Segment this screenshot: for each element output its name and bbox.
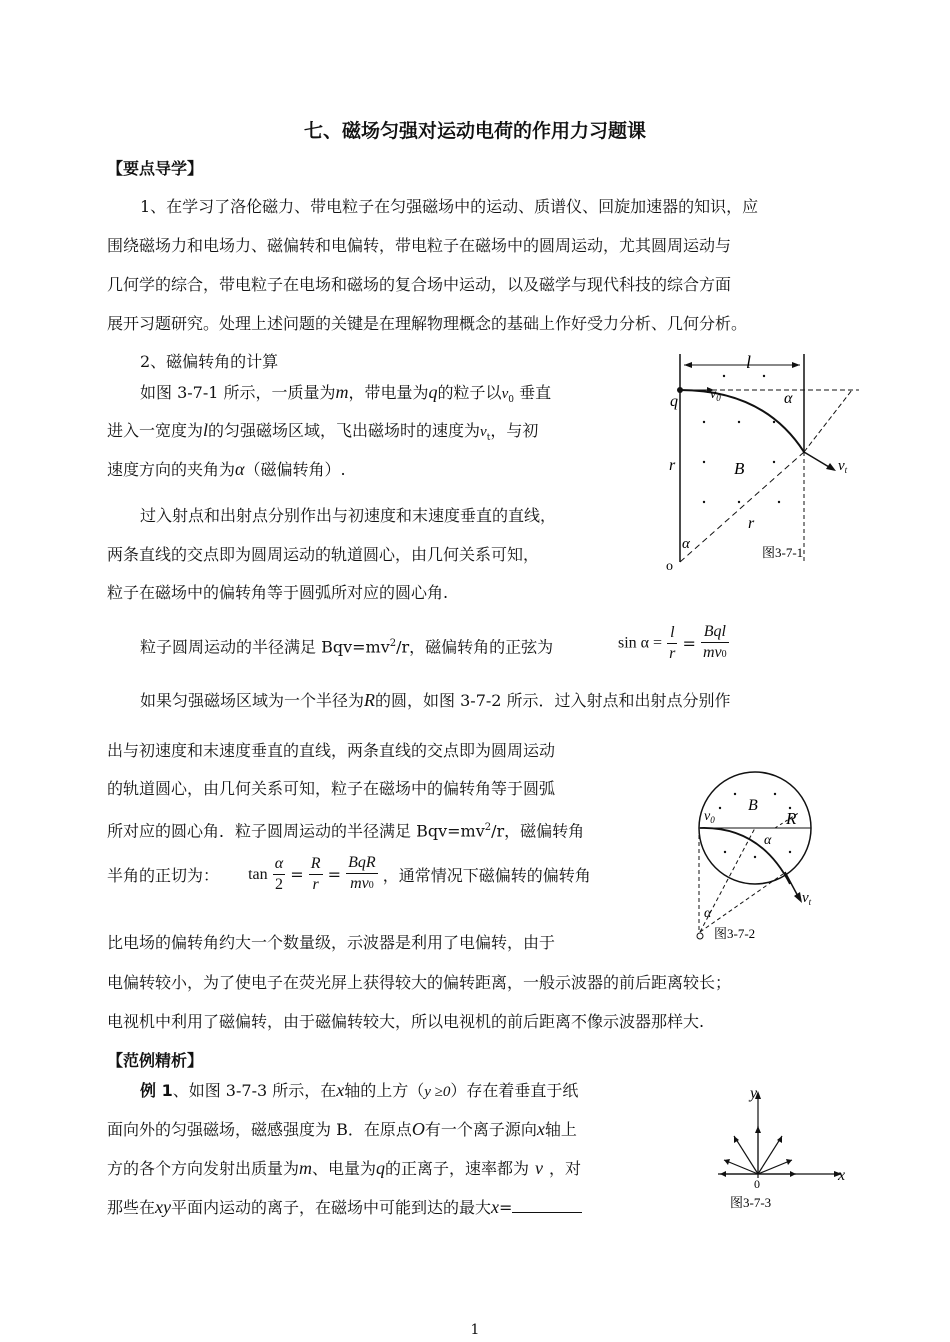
text: 的正离子，速率都为 [385, 1159, 530, 1178]
den-text: mv [703, 644, 722, 661]
velocity-label-v0 [704, 809, 715, 825]
section-heading-key-points: 【要点导学】 [107, 159, 204, 178]
radius-label-left: r [669, 457, 676, 474]
den-sub: 0 [368, 880, 374, 891]
text: 进入一宽度为 [107, 421, 204, 440]
v0-sub: 0 [710, 815, 715, 825]
text: ，与初 [490, 421, 539, 440]
numerator: BqR [346, 853, 378, 874]
paragraph-line [107, 1158, 581, 1179]
symbol-x: x [536, 1119, 545, 1139]
text: 的匀强磁场区域，飞出磁场时的速度为 [208, 421, 481, 440]
paragraph-line: 两条直线的交点即为圆周运动的轨道圆心，由几何关系可知， [107, 545, 540, 564]
paragraph-line: 的轨道圆心，由几何关系可知，粒子在磁场中的偏转角等于圆弧 [107, 779, 556, 798]
paragraph-line [140, 1080, 578, 1102]
subscript: 0 [508, 395, 514, 406]
fraction [273, 854, 285, 895]
angle-label-top: α [764, 833, 772, 848]
width-label-l: l [746, 352, 752, 372]
symbol-alpha: α [235, 459, 245, 479]
formula-lhs: tan [248, 865, 268, 883]
condition: y ≥0 [424, 1084, 451, 1100]
paragraph-line [107, 1119, 577, 1140]
equals-sign: = [327, 865, 342, 884]
subsection-heading: 2、磁偏转角的计算 [140, 352, 279, 371]
text: 粒子圆周运动的半径满足 Bqv=mv [140, 637, 390, 657]
formula-lhs: sin α = [618, 634, 663, 652]
page-number: 1 [470, 1322, 480, 1338]
paragraph-line: 电偏转较小，为了使电子在荧光屏上获得较大的偏转距离，一般示波器的前后距离较长； [107, 973, 732, 992]
page-title: 七、磁场匀强对运动电荷的作用力习题课 [303, 120, 646, 142]
text: 如图 3-7-1 所示，一质量为 [140, 383, 336, 402]
text: 轴上 [544, 1120, 577, 1139]
figure-caption: 图3-7-3 [730, 1195, 772, 1210]
velocity-label-vt [802, 890, 812, 907]
paragraph-line: 1、在学习了洛伦磁力、带电粒子在匀强磁场中的运动、质谱仪、回旋加速器的知识，应 [140, 197, 759, 216]
text: 方的各个方向发射出质量为 [107, 1159, 300, 1178]
paragraph-line: 电视机中利用了磁偏转，由于磁偏转较大，所以电视机的前后距离不像示波器那样大. [107, 1012, 705, 1031]
example-label: 例 1 [140, 1081, 173, 1100]
denominator: r [312, 876, 319, 893]
denominator [701, 643, 729, 665]
axis-label-y: y [750, 1085, 758, 1102]
symbol-x: x [336, 1080, 345, 1100]
symbol-vt: v [480, 424, 487, 440]
text: 的圆，如图 3-7-2 所示．过入射点和出射点分别作 [375, 691, 731, 710]
vt-sub: t [808, 897, 812, 907]
velocity-label-v0 [710, 387, 721, 403]
equals-sign: = [682, 634, 696, 653]
figure-caption: 图3-7-2 [714, 926, 756, 941]
origin-label: 0 [754, 1177, 760, 1191]
subscript: t [486, 433, 491, 444]
paragraph-line: 几何学的综合，带电粒子在电场和磁场的复合场中运动，以及磁学与现代科技的综合方面 [107, 275, 732, 294]
superscript: 2 [389, 638, 397, 649]
field-label-B: B [734, 459, 745, 478]
symbol-O: O [411, 1119, 425, 1139]
text: （磁偏转角）. [244, 460, 346, 479]
field-label-B: B [748, 797, 758, 814]
symbol-l: l [203, 420, 209, 440]
text: 面向外的匀强磁场，磁感强度为 B．在原点 [107, 1120, 412, 1139]
text: 、如图 3-7-3 所示，在 [172, 1081, 337, 1100]
sine-formula [618, 622, 729, 665]
denominator [346, 874, 378, 896]
radius-label-R: R [786, 809, 797, 828]
denominator: r [669, 645, 676, 662]
paragraph-line [140, 690, 731, 711]
text: 垂直 [519, 383, 552, 402]
figure-caption: 图3-7-1 [762, 545, 804, 560]
symbol-R: R [364, 690, 376, 710]
center-label-o: o [666, 559, 673, 574]
paragraph-line: 过入射点和出射点分别作出与初速度和末速度垂直的直线， [140, 506, 557, 525]
radius-label-diag: r [748, 515, 755, 532]
den-text: mv [350, 875, 369, 892]
direction-arrows [720, 1126, 796, 1174]
angle-label-bottom: α [682, 536, 690, 552]
symbol-q: q [376, 1158, 386, 1178]
fraction [309, 854, 323, 895]
text: 平面内运动的离子，在磁场中可能到达的最大 [171, 1198, 492, 1217]
v0-sub: 0 [716, 393, 721, 403]
fraction [667, 623, 677, 664]
den-sub: 0 [721, 649, 727, 660]
denominator: 2 [274, 876, 283, 893]
paragraph-line: 出与初速度和末速度垂直的直线，两条直线的交点即为圆周运动 [107, 741, 556, 760]
paragraph-line: 围绕磁场力和电场力、磁偏转和电偏转，带电粒子在磁场中的圆周运动，尤其圆周运动与 [107, 236, 732, 255]
text: 半角的正切为： [107, 866, 220, 885]
figure-3-7-1 [664, 352, 864, 577]
symbol-xy: xy [155, 1197, 171, 1217]
symbol-x: x [491, 1197, 500, 1217]
superscript: 2 [484, 822, 492, 833]
paragraph-line: 展开习题研究。处理上述问题的关键是在理解物理概念的基础上作好受力分析、几何分析。 [107, 314, 748, 333]
text: 所对应的圆心角．粒子圆周运动的半径满足 Bqv=mv [107, 821, 485, 841]
paragraph-line [107, 459, 346, 480]
angle-label-bottom: α [704, 906, 712, 921]
numerator: Bql [701, 622, 729, 643]
section-heading-examples: 【范例精析】 [107, 1051, 204, 1070]
text: ，带电量为 [348, 383, 429, 402]
paragraph-line [107, 1197, 582, 1218]
text: 、电量为 [312, 1159, 377, 1178]
numerator: l [667, 623, 677, 644]
text: = [499, 1198, 513, 1217]
symbol-q: q [428, 382, 438, 402]
paragraph-line [140, 634, 553, 657]
figure-3-7-2 [690, 762, 830, 952]
velocity-label-vt [838, 458, 848, 475]
equals-sign: = [290, 865, 304, 884]
symbol-v: v [535, 1158, 544, 1178]
fraction [346, 853, 378, 896]
vt-text: v [802, 890, 809, 906]
tangent-formula-line [107, 853, 591, 896]
charge-label-q: q [670, 393, 678, 410]
symbol-m: m [299, 1158, 313, 1178]
v0-text: v [710, 387, 717, 402]
paragraph-line [140, 382, 551, 410]
paragraph-line: 粒子在磁场中的偏转角等于圆弧所对应的圆心角. [107, 583, 449, 602]
text: /r，磁偏转角的正弦为 [396, 637, 554, 657]
angle-label-top: α [784, 390, 793, 407]
text: 如果匀强磁场区域为一个半径为 [140, 691, 365, 710]
text: ，对 [549, 1159, 582, 1178]
figure-3-7-3 [710, 1078, 850, 1218]
text: 的粒子以 [437, 383, 502, 402]
text: 有一个离子源向 [424, 1120, 537, 1139]
symbol-m: m [335, 382, 349, 402]
symbol-v0: v [501, 386, 509, 402]
paragraph-line: 比电场的偏转角约大一个数量级，示波器是利用了电偏转，由于 [107, 933, 556, 952]
fraction [701, 622, 729, 665]
numerator: R [309, 854, 323, 875]
paragraph-line [107, 818, 584, 841]
text: ）存在着垂直于纸 [450, 1081, 579, 1100]
text: 轴的上方（ [344, 1081, 425, 1100]
paragraph-line [107, 420, 538, 448]
text: ，通常情况下磁偏转的偏转角 [382, 866, 591, 885]
vt-text: v [838, 458, 845, 474]
answer-blank [512, 1198, 582, 1213]
text: 速度方向的夹角为 [107, 460, 236, 479]
v0-text: v [704, 809, 711, 824]
text: /r，磁偏转角 [491, 821, 585, 841]
text: 那些在 [107, 1198, 156, 1217]
vt-sub: t [844, 465, 848, 475]
numerator: α [273, 854, 285, 875]
axis-label-x: x [838, 1167, 846, 1184]
